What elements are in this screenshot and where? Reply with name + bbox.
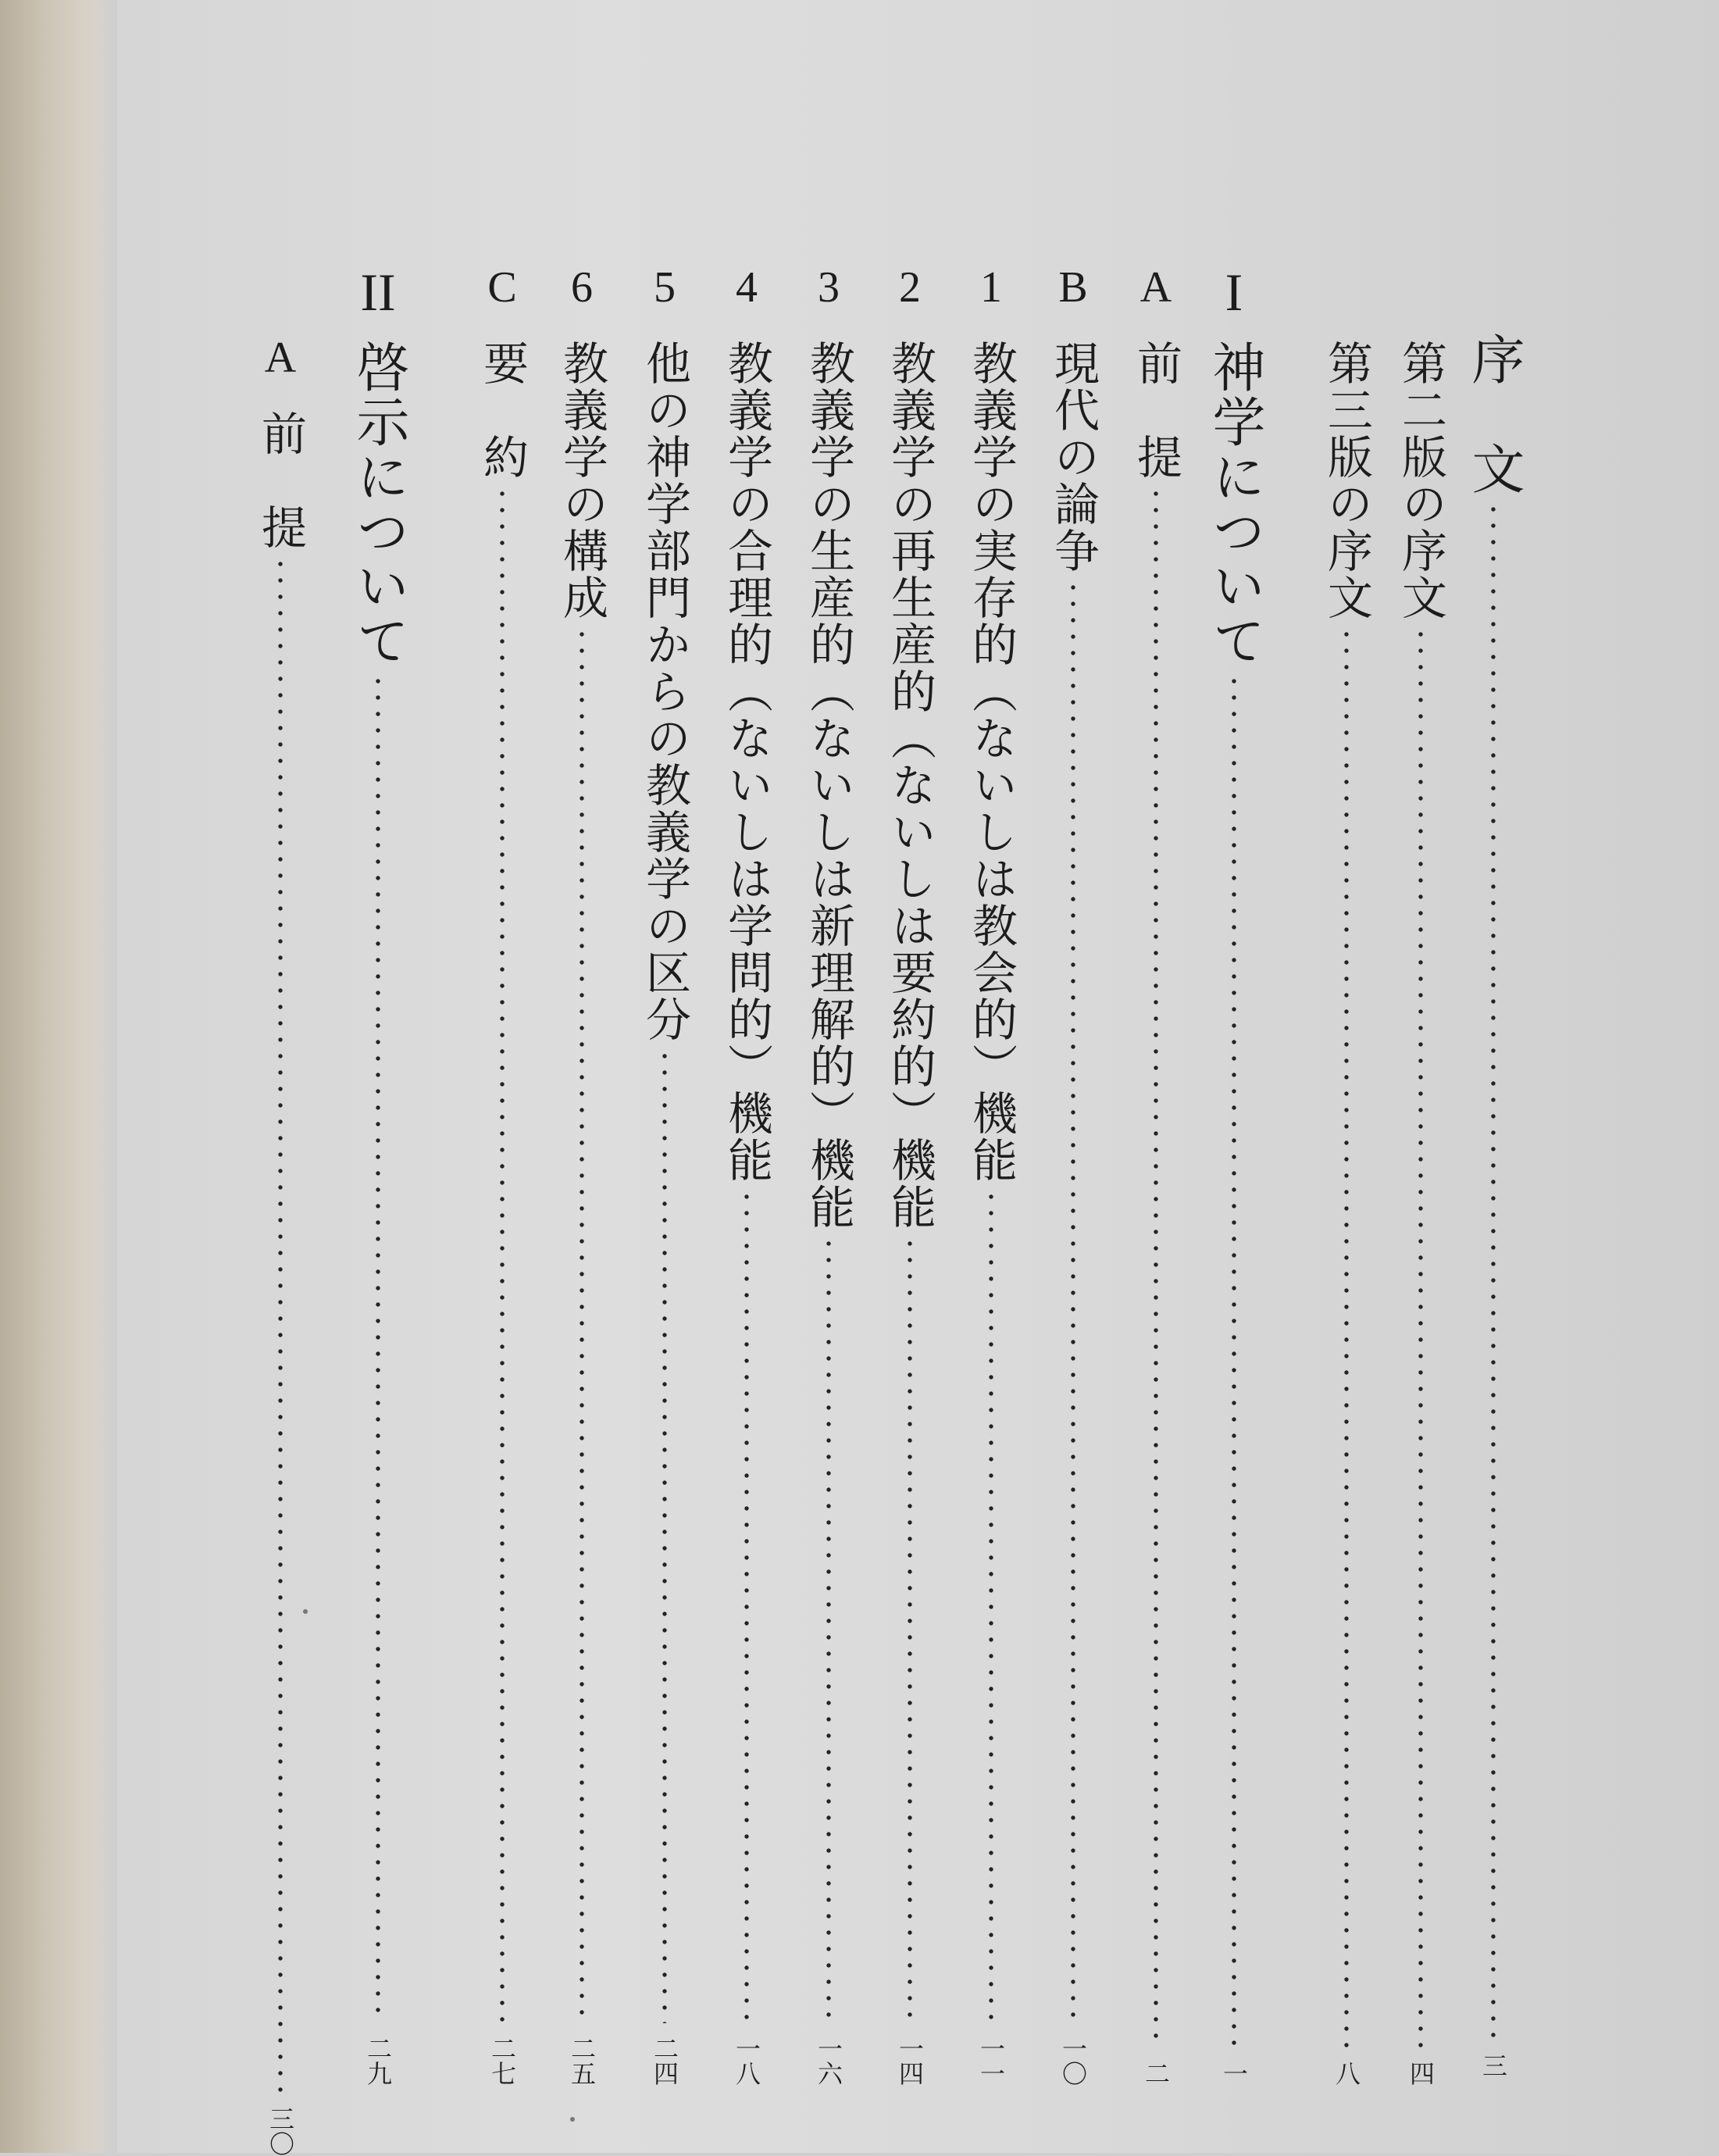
toc-entry-third-edition-preface <box>1320 266 1373 2086</box>
entry-title: 教義学の合理的（ないしは学問的）機能 <box>720 340 773 1183</box>
dot-leader <box>580 632 584 2023</box>
toc-entry-item-4 <box>720 263 773 2086</box>
entry-prefix: A <box>264 334 297 382</box>
toc-entry-chapter-2 <box>348 262 409 2086</box>
dot-leader <box>278 562 283 2094</box>
entry-prefix: A <box>1139 263 1172 312</box>
toc-entry-section-a <box>1129 263 1182 2086</box>
toc-entry-second-edition-preface <box>1394 266 1447 2086</box>
entry-page-number: 一四 <box>895 2036 925 2086</box>
toc-entry-section-c <box>476 263 529 2086</box>
entry-title: 教義学の実存的（ないしは教会的）機能 <box>965 340 1018 1183</box>
entry-page-number: 一八 <box>732 2036 761 2086</box>
entry-title: 第二版の序文 <box>1394 340 1447 621</box>
entry-title: 他の神学部門からの教義学の区分 <box>638 340 691 1043</box>
toc-entry-item-2 <box>883 263 936 2086</box>
dot-leader <box>989 1194 993 2023</box>
entry-page-number: 三〇 <box>266 2106 295 2156</box>
toc-entry-item-3 <box>802 263 855 2086</box>
toc-entry-item-1 <box>965 263 1018 2086</box>
toc-entry-preface <box>1463 258 1525 2078</box>
dot-leader <box>1154 491 1158 2048</box>
entry-page-number: 二 <box>1141 2061 1171 2086</box>
entry-prefix: 5 <box>654 263 676 312</box>
dot-leader <box>744 1194 749 2023</box>
entry-title: 啓示について <box>348 340 409 668</box>
dot-leader <box>1232 679 1236 2048</box>
entry-prefix: 2 <box>899 263 921 312</box>
toc-entry-chapter-2-section-a <box>254 334 307 2156</box>
entry-page-number: 一〇 <box>1058 2036 1088 2086</box>
entry-title: 現代の論争 <box>1047 340 1100 574</box>
entry-page-number: 二四 <box>650 2036 679 2086</box>
dot-leader <box>1071 585 1075 2023</box>
dot-leader <box>500 491 505 2023</box>
toc-entry-item-6 <box>555 263 608 2086</box>
entry-page-number: 三 <box>1478 2053 1508 2078</box>
toc-entry-section-b <box>1047 263 1100 2086</box>
entry-page-number: 四 <box>1406 2061 1435 2086</box>
entry-title: 教義学の構成 <box>555 340 608 621</box>
entry-prefix: B <box>1058 263 1088 312</box>
dot-leader <box>662 1054 667 2023</box>
toc-entry-item-5 <box>638 263 691 2086</box>
entry-page-number: 一一 <box>976 2036 1006 2086</box>
entry-page-number: 二七 <box>487 2036 517 2086</box>
entry-title: 要 約 <box>476 340 529 480</box>
entry-title: 教義学の再生産的（ないしは要約的）機能 <box>883 340 936 1230</box>
dot-leader <box>1344 632 1349 2048</box>
entry-page-number: 八 <box>1332 2061 1361 2086</box>
entry-title: 前 提 <box>254 410 307 551</box>
dot-leader <box>376 679 380 2023</box>
entry-prefix: C <box>487 263 517 312</box>
entry-prefix: 4 <box>736 263 758 312</box>
entry-page-number: 一 <box>1219 2061 1249 2086</box>
entry-prefix: 6 <box>571 263 593 312</box>
entry-title: 神学について <box>1204 340 1265 668</box>
entry-title: 教義学の生産的（ないしは新理解的）機能 <box>802 340 855 1230</box>
paper-speck <box>570 2117 575 2122</box>
entry-title: 第三版の序文 <box>1320 340 1373 621</box>
entry-prefix: II <box>360 262 396 322</box>
entry-title: 序 文 <box>1463 332 1525 496</box>
book-gutter <box>0 0 117 2153</box>
toc-entry-chapter-1 <box>1204 262 1265 2086</box>
dot-leader <box>1491 507 1496 2040</box>
toc-page <box>117 0 1719 2156</box>
entry-prefix: 1 <box>980 263 1002 312</box>
entry-page-number: 二九 <box>363 2036 393 2086</box>
entry-prefix: 3 <box>818 263 840 312</box>
paper-speck <box>303 1609 308 1614</box>
entry-page-number: 一六 <box>814 2036 843 2086</box>
entry-page-number: 二五 <box>567 2036 597 2086</box>
dot-leader <box>1418 632 1423 2048</box>
dot-leader <box>908 1241 912 2023</box>
dot-leader <box>826 1241 831 2023</box>
entry-title: 前 提 <box>1129 340 1182 480</box>
entry-prefix: I <box>1225 262 1243 322</box>
